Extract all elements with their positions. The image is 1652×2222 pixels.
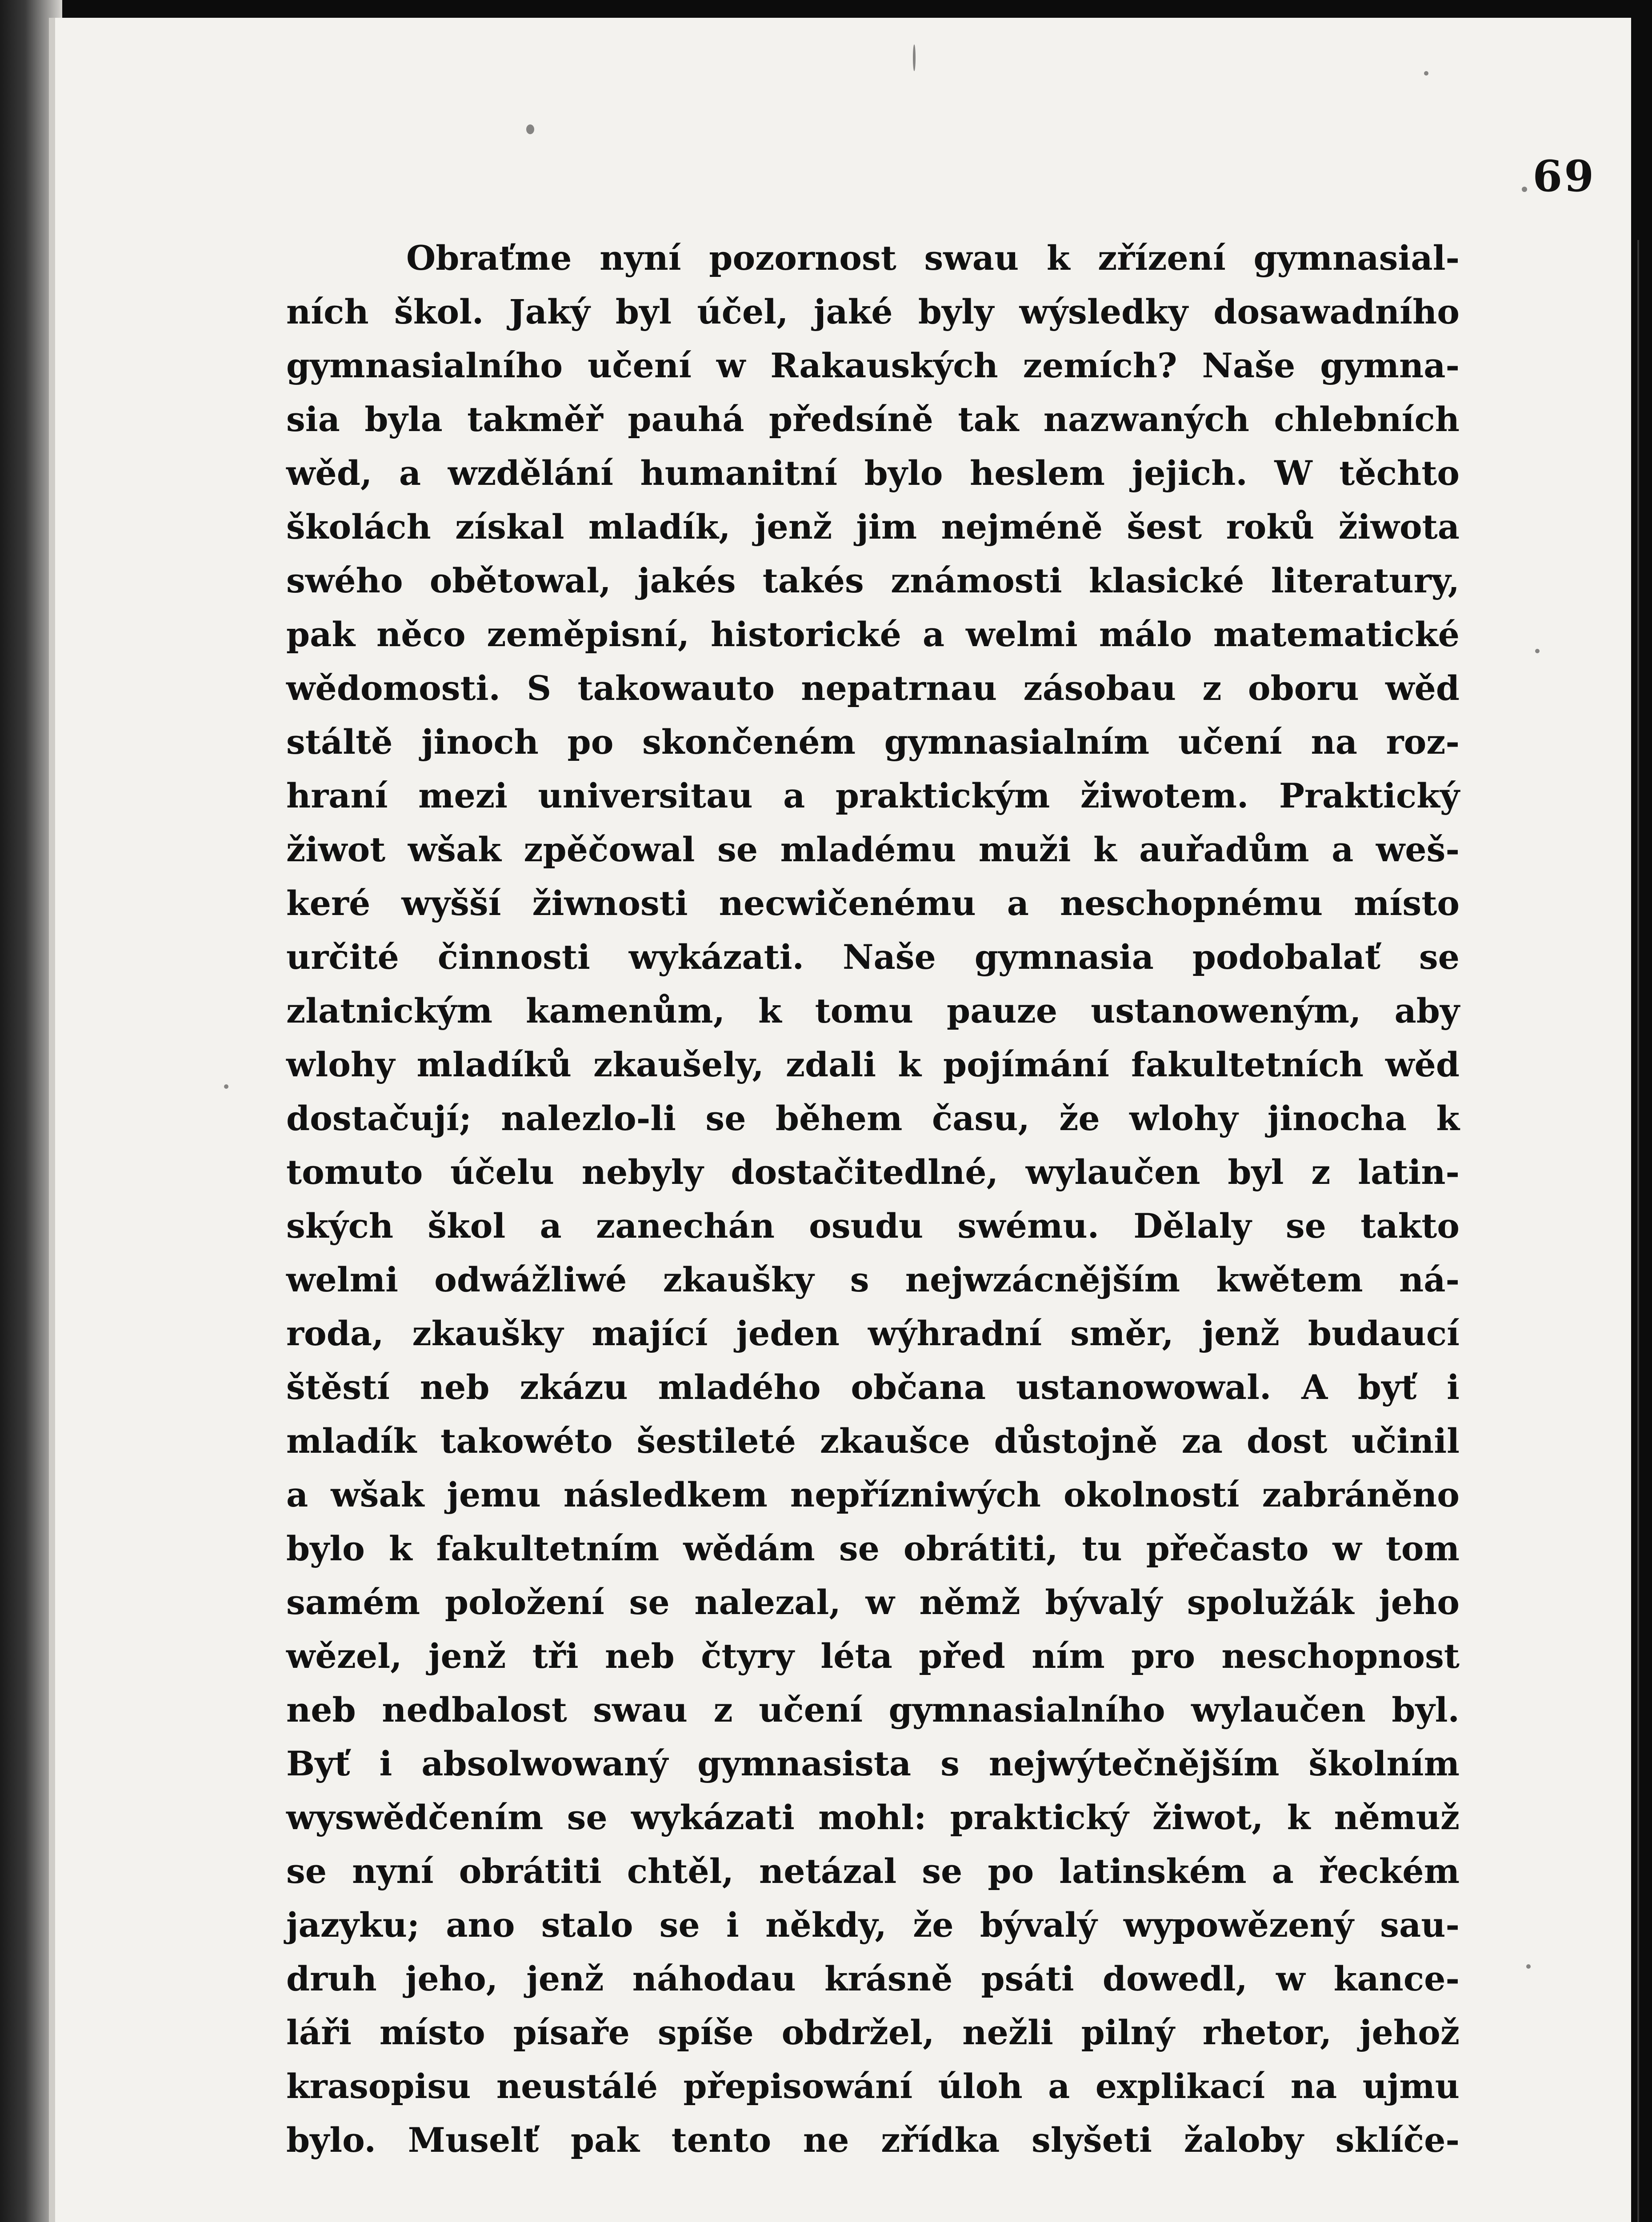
text-line: roda, zkaušky mající jeden wýhradní směr, jenž budaucí (286, 1314, 1460, 1353)
book-page (49, 18, 1631, 2222)
text-line: keré wyšší žiwnosti necwičenému a neschopnému místo (286, 883, 1460, 923)
text-line: láři místo písaře spíše obdržel, nežli pilný rhetor, jehož (286, 2013, 1460, 2052)
text-line: gymnasialního učení w Rakauských zemích? Naše gymna- (286, 346, 1460, 385)
text-line: wyswědčením se wykázati mohl: praktický žiwot, k němuž (286, 1798, 1460, 1837)
text-line: wězel, jenž tři neb čtyry léta před ním pro neschopnost (286, 1636, 1460, 1676)
text-line: dostačují; nalezlo-li se během času, že wlohy jinocha k (286, 1099, 1460, 1138)
text-line: Byť i absolwowaný gymnasista s nejwýtečnějším školním (286, 1744, 1460, 1783)
text-line: druh jeho, jenž náhodau krásně psáti dowedl, w kance- (286, 1959, 1460, 1998)
text-line: Obraťme nyní pozornost swau k zřízení gymnasial- (406, 238, 1460, 278)
text-line: samém položení se nalezal, w němž bývalý spolužák jeho (286, 1583, 1460, 1622)
text-line: krasopisu neustálé přepisowání úloh a explikací na ujmu (286, 2066, 1460, 2106)
scan-mark (1637, 240, 1639, 2222)
scan-speck (1526, 1964, 1531, 1969)
text-line: tomuto účelu nebyly dostačitedlné, wylaučen byl z latin- (286, 1152, 1460, 1192)
scan-speck (1535, 649, 1540, 653)
text-line: bylo. Muselť pak tento ne zřídka slyšeti žaloby sklíče- (286, 2120, 1460, 2160)
text-line: wlohy mladíků zkaušely, zdali k pojímání fakultetních wěd (286, 1045, 1460, 1084)
text-line: zlatnickým kamenům, k tomu pauze ustanoweným, aby (286, 991, 1460, 1031)
text-line: ních škol. Jaký byl účel, jaké byly wýsledky dosawadního (286, 292, 1460, 332)
text-line: určité činnosti wykázati. Naše gymnasia podobalať se (286, 937, 1460, 977)
text-line: jazyku; ano stalo se i někdy, že bývalý wypowězený sau- (286, 1905, 1460, 1945)
text-line: hraní mezi universitau a praktickým žiwotem. Praktický (286, 776, 1460, 815)
text-line: welmi odwážliwé zkaušky s nejwzácnějším kwětem ná- (286, 1260, 1460, 1299)
scan-speck (224, 1084, 228, 1089)
text-line: neb nedbalost swau z učení gymnasialního wylaučen byl. (286, 1690, 1460, 1730)
text-line: wědomosti. S takowauto nepatrnau zásobau z oboru wěd (286, 668, 1460, 708)
scan-speck (1522, 187, 1527, 192)
text-line: štěstí neb zkázu mladého občana ustanowowal. A byť i (286, 1367, 1460, 1407)
text-line: se nyní obrátiti chtěl, netázal se po latinském a řeckém (286, 1851, 1460, 1891)
body-text (286, 231, 1460, 2167)
text-line: bylo k fakultetním wědám se obrátiti, tu přečasto w tom (286, 1529, 1460, 1568)
text-line: pak něco zeměpisní, historické a welmi málo matematické (286, 615, 1460, 654)
text-line: školách získal mladík, jenž jim nejméně šest roků žiwota (286, 507, 1460, 547)
scan-speck (1424, 71, 1428, 76)
text-line: mladík takowéto šestileté zkaušce důstojně za dost učinil (286, 1421, 1460, 1461)
text-line: a wšak jemu následkem nepřízniwých okolností zabráněno (286, 1475, 1460, 1515)
page-number: 69 (1532, 151, 1596, 201)
text-line: žiwot wšak zpěčowal se mladému muži k auřadům a weš- (286, 830, 1460, 869)
text-line: wěd, a wzdělání humanitní bylo heslem jejich. W těchto (286, 453, 1460, 493)
text-line: stáltě jinoch po skončeném gymnasialním učení na roz- (286, 722, 1460, 762)
text-line: swého obětowal, jakés takés známosti klasické literatury, (286, 561, 1460, 600)
scan-speck (526, 124, 534, 134)
scan-speck (913, 44, 916, 71)
text-line: sia byla takměř pauhá předsíně tak nazwaných chlebních (286, 400, 1460, 439)
text-line: ských škol a zanechán osudu swému. Dělaly se takto (286, 1206, 1460, 1246)
